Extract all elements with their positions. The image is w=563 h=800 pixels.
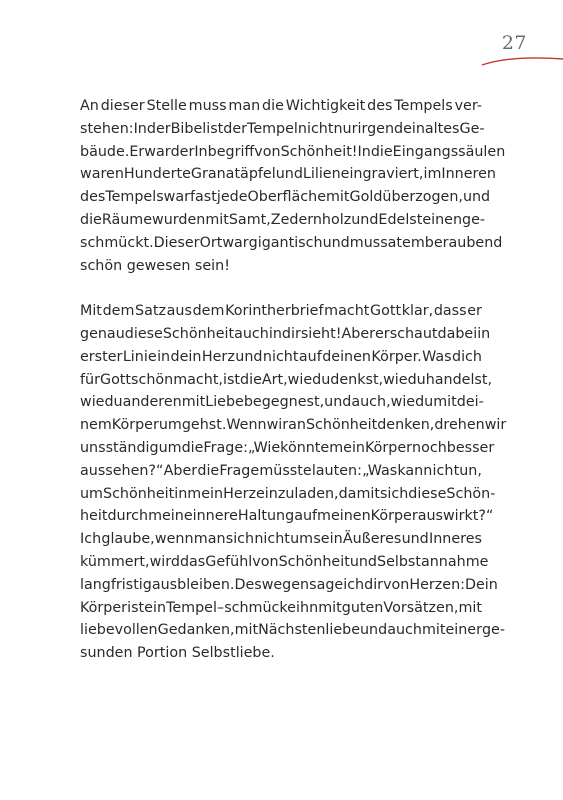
text-line [80, 118, 485, 141]
word: Art, [261, 371, 288, 388]
word: mit [181, 394, 206, 411]
word: Dein [464, 576, 498, 593]
word: ausbleiben. [151, 576, 235, 593]
word: gigantisch [248, 234, 323, 251]
word: mit [458, 599, 482, 616]
word: wird [149, 553, 180, 570]
word: dabei [437, 325, 478, 342]
word: einzuladen, [256, 485, 339, 502]
word: du [407, 371, 426, 388]
word: Korintherbrief [225, 303, 324, 320]
word: von [252, 553, 279, 570]
word: ich [432, 462, 454, 479]
word: sich [379, 485, 409, 502]
text-line [80, 551, 489, 574]
word: der [146, 120, 171, 137]
text-line [80, 597, 482, 620]
word: ver- [454, 98, 482, 114]
word: und [235, 348, 263, 365]
word: die [197, 462, 220, 479]
word: Gott [370, 303, 402, 320]
word: besser [446, 439, 495, 456]
word: Gefühl [205, 553, 253, 570]
word: „Wie [247, 439, 281, 456]
word: dass [433, 303, 467, 320]
word: langfristig [80, 576, 152, 593]
word: in [477, 325, 491, 342]
word: mit [421, 622, 446, 639]
word: Edelsteinen [378, 211, 463, 228]
word: drehen [434, 417, 485, 434]
word: auf [294, 508, 318, 525]
word: Wenn [226, 417, 267, 434]
word: ich [343, 576, 365, 593]
text-line: schön gewesen sein! [80, 257, 230, 274]
word: dich [452, 348, 482, 365]
word: Herz [223, 485, 256, 502]
word: wie [383, 371, 408, 388]
word: Herzen: [409, 576, 465, 593]
word: dein [170, 348, 202, 365]
word: schmücke [224, 599, 296, 616]
word: Tempel [247, 120, 298, 137]
word: müsste [259, 462, 312, 479]
word: in [157, 348, 171, 365]
word: um [158, 439, 182, 456]
word: muss [188, 98, 227, 114]
word: ihn [296, 599, 319, 616]
word: Gedanken, [157, 622, 235, 639]
word: ist [206, 120, 224, 137]
word: der [170, 143, 195, 160]
word: irgendein [357, 120, 425, 137]
text-line [80, 505, 494, 528]
word: und [360, 622, 388, 639]
word: fast [190, 189, 217, 206]
word: Er [129, 143, 145, 160]
word: Granatäpfel [190, 166, 276, 183]
word: uns [80, 439, 106, 456]
word: auch [387, 622, 422, 639]
word: jede [216, 189, 248, 206]
word: um [290, 531, 314, 548]
word: begegnest, [243, 394, 325, 411]
word: Frage [219, 462, 260, 479]
word: ge- [462, 211, 486, 228]
word: In [133, 120, 147, 137]
word: wie [390, 394, 416, 411]
word: Inneres [429, 531, 482, 548]
text-line [80, 323, 491, 346]
word: schön [131, 371, 174, 388]
word: aus [166, 303, 192, 320]
word: nur [333, 120, 358, 137]
paragraph-gap [80, 277, 482, 300]
swoosh-stroke [482, 58, 563, 65]
word: überzogen, [382, 189, 463, 206]
word: guten [341, 599, 384, 616]
text-line: sunden Portion Selbstliebe. [80, 645, 275, 662]
word: Linie [122, 348, 157, 365]
word: ein [144, 599, 167, 616]
word: die [370, 143, 393, 160]
word: Stelle [146, 98, 187, 114]
word: von [383, 576, 410, 593]
word: Frage: [203, 439, 248, 456]
word: ständig [105, 439, 159, 456]
word: Aber [163, 462, 198, 479]
text-line [80, 369, 493, 392]
text-line [80, 483, 496, 506]
word: innere [192, 508, 238, 525]
word: denken, [377, 417, 435, 434]
word: auch, [351, 394, 391, 411]
word: dei- [456, 394, 484, 411]
word: und [324, 394, 352, 411]
word: Äußeres [342, 531, 402, 548]
word: deinen [322, 348, 371, 365]
word: diese [408, 485, 447, 502]
text-line [80, 232, 503, 255]
word: Herz [201, 348, 235, 365]
word: nicht [262, 348, 299, 365]
word: Körper [364, 439, 413, 456]
text-line [80, 528, 482, 551]
word: Schönheit [162, 325, 235, 342]
word: dem [102, 303, 135, 320]
word: Liebe [205, 394, 244, 411]
word: Gott [99, 371, 132, 388]
word: die [240, 371, 262, 388]
word: Dieser [153, 234, 200, 251]
word: Samt, [228, 211, 271, 228]
word: heit [80, 508, 108, 525]
word: umgehst. [158, 417, 227, 434]
word: du [415, 394, 434, 411]
word: du [312, 371, 331, 388]
word: Eingangssäulen [392, 143, 506, 160]
word: nem [80, 417, 112, 434]
word: handelst, [425, 371, 493, 388]
word: und [349, 553, 378, 570]
word: nicht [297, 120, 334, 137]
text-line [80, 209, 486, 232]
word: ist [222, 371, 241, 388]
word: meinen [317, 508, 371, 525]
word: könnte [280, 439, 330, 456]
word: schmückt. [80, 234, 154, 251]
word: der [223, 120, 248, 137]
word: in [174, 485, 188, 502]
word: mein [187, 485, 224, 502]
word: Körper. [371, 348, 422, 365]
word: Lilien [302, 166, 341, 183]
word: Schönheit [103, 485, 175, 502]
word: auf [298, 348, 322, 365]
word: kümmert, [80, 553, 150, 570]
word: war [222, 234, 249, 251]
word: In [357, 143, 371, 160]
word: ist [127, 599, 145, 616]
word: und [275, 166, 303, 183]
word: und [322, 234, 350, 251]
word: kann [397, 462, 433, 479]
word: Inbegriff [194, 143, 255, 160]
word: Tempel [166, 599, 217, 616]
text-line [80, 619, 506, 642]
word: glaube, [101, 531, 155, 548]
word: bäude. [80, 143, 130, 160]
word: „Was [362, 462, 398, 479]
text-line [80, 141, 506, 164]
word: Tempels [105, 189, 164, 206]
word: genau [80, 325, 125, 342]
word: und [462, 189, 491, 206]
word: Deswegen [234, 576, 310, 593]
word: die [80, 211, 102, 228]
word: Schön- [446, 485, 496, 502]
word: er [375, 325, 390, 342]
word: waren [80, 166, 124, 183]
word: Satz [135, 303, 166, 320]
word: dir [364, 576, 384, 593]
word: Was [422, 348, 452, 365]
word: dir [281, 325, 301, 342]
word: macht [324, 303, 370, 320]
word: im [423, 166, 442, 183]
word: liebevollen [80, 622, 158, 639]
word: Körper [80, 599, 128, 616]
word: erster [80, 348, 123, 365]
word: sein [313, 531, 343, 548]
word: dieser [100, 98, 145, 114]
word: auswirkt?“ [417, 508, 494, 525]
word: Räume [101, 211, 153, 228]
text-line [80, 300, 482, 323]
word: dem [192, 303, 225, 320]
word: mein [329, 439, 365, 456]
word: Haltung [237, 508, 295, 525]
word: man [228, 98, 261, 114]
word: wurden [152, 211, 206, 228]
word: an [288, 417, 306, 434]
word: diese [124, 325, 163, 342]
word: Körper [370, 508, 418, 525]
decorative-swoosh [480, 47, 563, 73]
word: die [181, 439, 204, 456]
word: man [193, 531, 226, 548]
word: sieht! [300, 325, 342, 342]
word: sage [309, 576, 344, 593]
word: auch [234, 325, 269, 342]
word: des [80, 189, 106, 206]
word: wir [266, 417, 289, 434]
word: war [144, 143, 171, 160]
word: durch [107, 508, 149, 525]
word: von [254, 143, 281, 160]
text-line [80, 437, 495, 460]
word: atemberaubend [387, 234, 503, 251]
word: sich [225, 531, 255, 548]
page-number: 27 [501, 32, 527, 54]
word: mit [205, 211, 229, 228]
word: anderen [122, 394, 182, 411]
word: muss [349, 234, 388, 251]
text-line [80, 574, 498, 597]
word: Ge- [459, 120, 485, 137]
word: Inneren [441, 166, 496, 183]
word: er [467, 303, 482, 320]
word: stehen: [80, 120, 134, 137]
word: ge- [481, 622, 506, 639]
word: wie [287, 371, 313, 388]
word: wenn [154, 531, 194, 548]
word: – [216, 599, 225, 616]
word: Gold [349, 189, 383, 206]
word: Mit [80, 303, 102, 320]
word: meine [148, 508, 193, 525]
word: wie [80, 394, 105, 411]
word: Hunderte [123, 166, 191, 183]
word: schaut [389, 325, 438, 342]
text-line [80, 391, 482, 414]
word: du [104, 394, 123, 411]
word: klar, [401, 303, 434, 320]
word: Selbstannahme [377, 553, 489, 570]
word: des [367, 98, 393, 114]
text-line [80, 346, 482, 369]
word: für [80, 371, 100, 388]
word: Körper [111, 417, 159, 434]
word: Ort [199, 234, 223, 251]
text-line [80, 163, 496, 186]
word: Bibel [170, 120, 207, 137]
word: wir [484, 417, 507, 434]
body-text [80, 95, 507, 665]
word: nicht [254, 531, 290, 548]
text-line [80, 414, 507, 437]
word: An [80, 98, 99, 114]
word: tun, [453, 462, 482, 479]
word: Tempels [394, 98, 453, 114]
word: das [179, 553, 206, 570]
word: damit [338, 485, 380, 502]
word: die [262, 98, 284, 114]
word: in [268, 325, 282, 342]
word: Oberfläche [247, 189, 326, 206]
word: eingraviert, [340, 166, 424, 183]
word: und [351, 211, 379, 228]
word: Zedernholz [270, 211, 352, 228]
word: mit [433, 394, 457, 411]
word: Schönheit! [280, 143, 358, 160]
word: einer [445, 622, 482, 639]
word: denkst, [330, 371, 384, 388]
word: Schönheit [305, 417, 378, 434]
word: aussehen?“ [80, 462, 164, 479]
word: Vorsätzen, [383, 599, 459, 616]
word: war [163, 189, 190, 206]
text-line [80, 95, 482, 118]
word: altes [424, 120, 460, 137]
word: Wichtigkeit [285, 98, 366, 114]
word: macht, [173, 371, 223, 388]
word: lauten: [311, 462, 362, 479]
word: Ich [80, 531, 102, 548]
text-line [80, 460, 482, 483]
word: und [401, 531, 429, 548]
word: mit [326, 189, 350, 206]
paragraph-1 [80, 95, 506, 277]
word: noch [412, 439, 447, 456]
word: mit [318, 599, 342, 616]
word: mit [234, 622, 259, 639]
word: Schönheit [278, 553, 350, 570]
text-line [80, 186, 491, 209]
word: Nächstenliebe [258, 622, 360, 639]
word: Aber [341, 325, 375, 342]
word: um [80, 485, 103, 502]
paragraph-2 [80, 300, 507, 665]
